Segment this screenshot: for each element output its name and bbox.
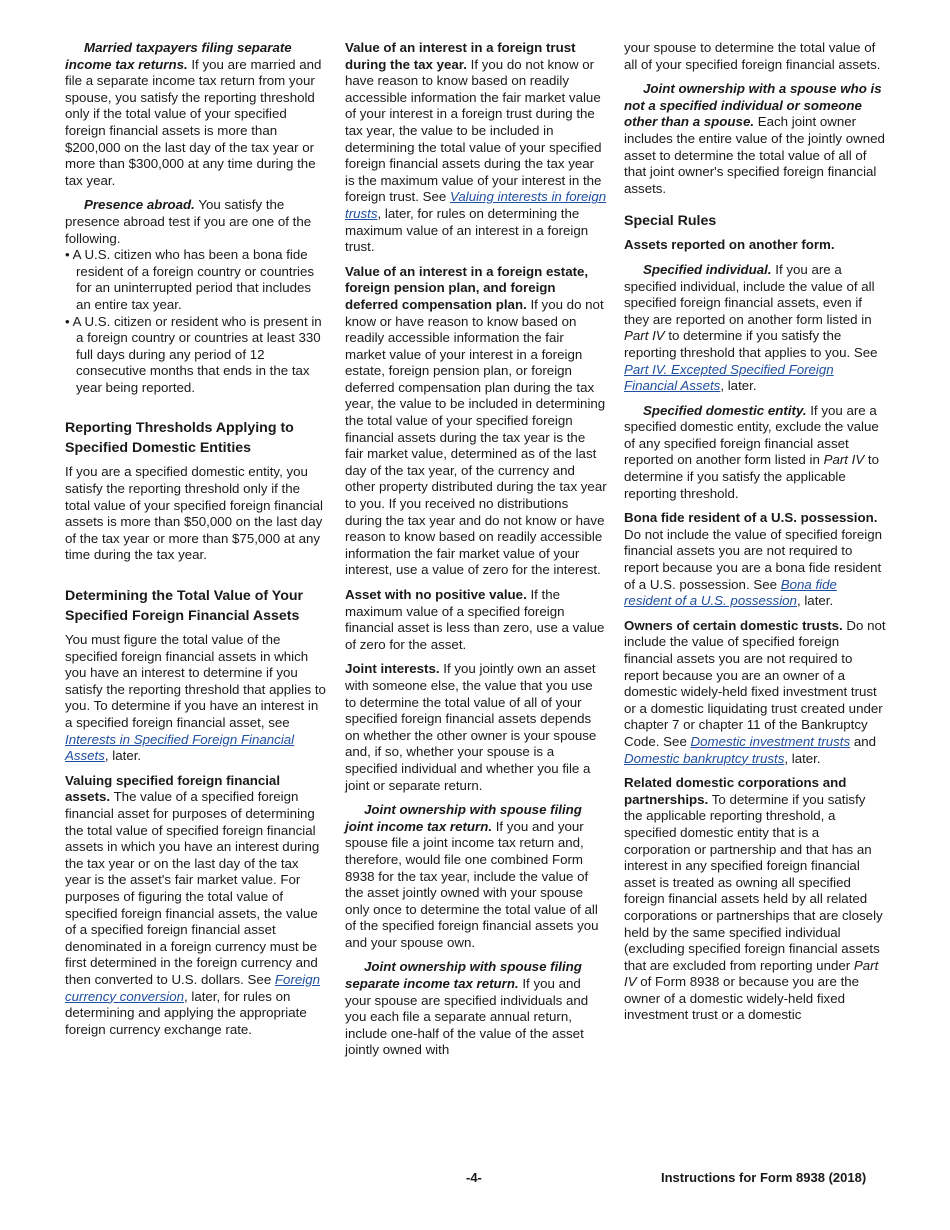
joint-return-text: If you and your spouse file a joint income tax return and, therefore, would file one combined Form 8938 for the tax year, include the value of the asset jointly owned with your spouse only once to determine the total value of all of the specified foreign financial assets you and your spouse own.	[345, 818, 599, 950]
specified-individual-text1: If you are a specified individual, include the value of all specified foreign financial assets, even if they are reported on another form listed in	[624, 261, 875, 327]
estate-paragraph	[345, 264, 607, 579]
separate-return-paragraph	[345, 959, 607, 1059]
owners-paragraph	[624, 618, 886, 767]
trust-text: If you do not know or have reason to know based on readily accessible information the fair market value of your interest in a foreign trust during the tax year, the value to be included in determining the total value of your specified foreign financial assets during the tax year is the maximum value of your interest in the foreign trust. See	[345, 56, 602, 205]
joint-return-paragraph	[345, 802, 607, 951]
special-rules-heading: Special Rules	[624, 213, 717, 230]
specified-individual-paragraph	[624, 262, 886, 395]
domestic-investment-trusts-link[interactable]: Domestic investment trusts	[690, 733, 851, 749]
bona-fide-runin: Bona fide resident of a U.S. possession.	[624, 510, 878, 526]
presence-runin: Presence abroad.	[84, 197, 195, 213]
foreign-currency-link[interactable]: Foreign currency conversion	[65, 971, 321, 1004]
domestic-bankruptcy-trusts-link[interactable]: Domestic bankruptcy trusts	[624, 750, 785, 766]
total-value-paragraph	[65, 632, 327, 765]
estate-text: If you do not know or have reason to know based on readily accessible information the fair market value of your interest in a foreign estate, foreign pension plan, or foreign deferred compensation plan during the tax year, the value to be included in determining the total value of your specified foreign financial assets during the tax year is the fair market value, determined as of the last day of the tax year, of the currency and other property distributed during the tax year to you. If you received no distributions during the tax year and do not know or have reason to know based on readily accessible information the fair market value of your interest, use a value of zero for the interest.	[345, 296, 607, 578]
joint-return-runin: Joint ownership with spouse filing joint income tax return.	[345, 802, 582, 834]
another-form-heading: Assets reported on another form.	[624, 237, 835, 253]
specified-individual-after: , later.	[720, 378, 757, 394]
not-specified-text: Each joint owner includes the entire value of the jointly owned asset to determine the total value of all of that joint owner's specified foreign financial assets.	[624, 114, 885, 196]
married-text: If you are married and file a separate income tax return from your spouse, you satisfy the reporting threshold only if the total value of your specified foreign financial assets is more than $200,000 on the last day of the tax year or more than $300,000 at any time during the tax year.	[65, 56, 322, 188]
owners-text: Do not include the value of specified foreign financial assets you are not required to report because you are an owner of a domestic widely-held fixed investment trust or a domestic liquidating trust created under chapter 7 or chapter 11 of the Bankruptcy Code. See	[624, 617, 886, 749]
related-paragraph	[624, 775, 886, 1024]
page-number: -4-	[466, 1170, 482, 1185]
separate-return-runin: Joint ownership with spouse filing separate income tax return.	[345, 959, 582, 992]
valuing-trusts-link[interactable]: Valuing interests in foreign trusts	[345, 189, 607, 221]
no-positive-text: If the maximum value of a specified foreign financial asset is less than zero, use a value of zero for the asset.	[345, 587, 605, 652]
column-middle	[345, 40, 607, 1067]
trust-after: , later, for rules on determining the maximum value of an interest in a foreign trust.	[345, 205, 589, 255]
presence-bullet-2: • A U.S. citizen or resident who is present in a foreign country or countries at least 330 full days during any period of 12 consecutive months that ends in the tax year being reported.	[65, 313, 322, 395]
owners-after: , later.	[784, 750, 821, 766]
estate-runin: Value of an interest in a foreign estate, foreign pension plan, and foreign deferred compensation plan.	[345, 263, 589, 312]
valuing-paragraph	[65, 773, 327, 1039]
interests-link[interactable]: Interests in Specified Foreign Financial Assets	[65, 731, 295, 764]
joint-text: If you jointly own an asset with someone else, the value that you use to determine the total value of all of your specified foreign financial assets depends on whether the other owner is your spouse and, if so, whether your spouse is a specified individual and whether you file a joint or separate return.	[345, 661, 597, 793]
not-specified-paragraph	[624, 81, 886, 197]
trust-runin: Value of an interest in a foreign trust during the tax year.	[345, 40, 576, 72]
presence-bullet-1: • A U.S. citizen who has been a bona fide resident of a foreign country or countries for an uninterrupted period that includes an entire tax year.	[65, 247, 314, 312]
married-paragraph	[65, 40, 327, 189]
valuing-after: , later, for rules on determining and applying the appropriate foreign currency exchange rate.	[65, 988, 307, 1037]
bona-fide-paragraph	[624, 510, 886, 610]
bona-fide-after: , later.	[796, 593, 834, 609]
total-value-heading: Determining the Total Value of Your Specified Foreign Financial Assets	[65, 588, 304, 625]
separate-return-text: If you and your spouse are specified individuals and you each file a separate annual return, include one-half of the value of the asset jointly owned with	[345, 976, 589, 1058]
no-positive-paragraph	[345, 587, 607, 653]
trust-paragraph	[345, 40, 607, 256]
part-iv-ref: Part IV	[624, 957, 879, 990]
bona-fide-link[interactable]: Bona fide resident of a U.S. possession	[624, 576, 837, 609]
domestic-entities-text: If you are a specified domestic entity, you satisfy the reporting threshold only if the total value of your specified foreign financial assets is more than $50,000 on the last day of the tax year or more than $75,000 at any time during the tax year.	[65, 464, 323, 563]
total-value-after: , later.	[104, 748, 142, 764]
related-text1: To determine if you satisfy the applicable reporting threshold, a specified domestic entity that is a corporation or partnership and that has an interest in any specified foreign financial asset is treated as owning all specified foreign financial assets held by all related corporations or partnerships that are closely held by the same specified individual (excluding specified foreign financial assets that are excluded from reporting under	[624, 791, 883, 973]
owners-mid: and	[850, 733, 877, 749]
specified-domestic-text1: If you are a specified domestic entity, exclude the value of any specified foreign financial asset reported on another form listed in	[624, 402, 879, 468]
joint-paragraph	[345, 661, 607, 794]
joint-runin: Joint interests.	[345, 661, 440, 677]
owners-runin: Owners of certain domestic trusts.	[624, 617, 843, 633]
bona-fide-text: Do not include the value of specified foreign financial assets you are not required to report because you are a bona fide resident of a U.S. possession. See	[624, 526, 882, 592]
specified-domestic-paragraph	[624, 403, 886, 503]
married-runin: Married taxpayers filing separate income tax returns.	[65, 40, 292, 72]
related-runin: Related domestic corporations and partnerships.	[624, 775, 847, 807]
no-positive-runin: Asset with no positive value.	[345, 587, 527, 602]
part-iv-ref: Part IV	[823, 452, 865, 468]
part-iv-ref: Part IV	[624, 328, 665, 344]
related-text2: of Form 8938 or because you are the owner of a domestic widely-held fixed investment trust or a domestic	[624, 974, 860, 1023]
part-iv-excepted-link[interactable]: Part IV. Excepted Specified Foreign Financial Assets	[624, 361, 834, 394]
column-right	[624, 40, 886, 1032]
specified-individual-text2: to determine if you satisfy the reporting threshold that applies to you. See	[624, 328, 878, 360]
column-left	[65, 40, 327, 1046]
presence-text: You satisfy the presence abroad test if you are one of the following.	[65, 197, 312, 246]
presence-paragraph	[65, 197, 327, 247]
specified-domestic-runin: Specified domestic entity.	[643, 402, 807, 418]
total-value-text: You must figure the total value of the specified foreign financial assets in which you have an interest to determine if you satisfy the reporting threshold that applies to you. To determine if you have an interest in a specified foreign financial asset, see	[65, 632, 326, 730]
specified-domestic-text2: to determine if you satisfy the applicable reporting threshold.	[624, 452, 880, 501]
footer-title: Instructions for Form 8938 (2018)	[661, 1170, 867, 1185]
not-specified-runin: Joint ownership with a spouse who is not a specified individual or someone other than a spouse.	[624, 81, 882, 130]
specified-individual-runin: Specified individual.	[643, 261, 772, 277]
domestic-entities-heading: Reporting Thresholds Applying to Specified Domestic Entities	[65, 420, 294, 457]
valuing-runin: Valuing specified foreign financial assets.	[65, 772, 281, 805]
valuing-text: The value of a specified foreign financial asset for purposes of determining the total value of specified foreign financial assets in which you have an interest during the tax year or on the last day of the tax year is the asset's fair market value. For purposes of figuring the total value of specified foreign financial assets, the value of a specified foreign financial asset denominated in a foreign currency must be first determined in the foreign currency and then converted to U.S. dollars. See	[65, 789, 320, 987]
continued-paragraph: your spouse to determine the total value of all of your specified foreign financial assets.	[624, 40, 881, 72]
